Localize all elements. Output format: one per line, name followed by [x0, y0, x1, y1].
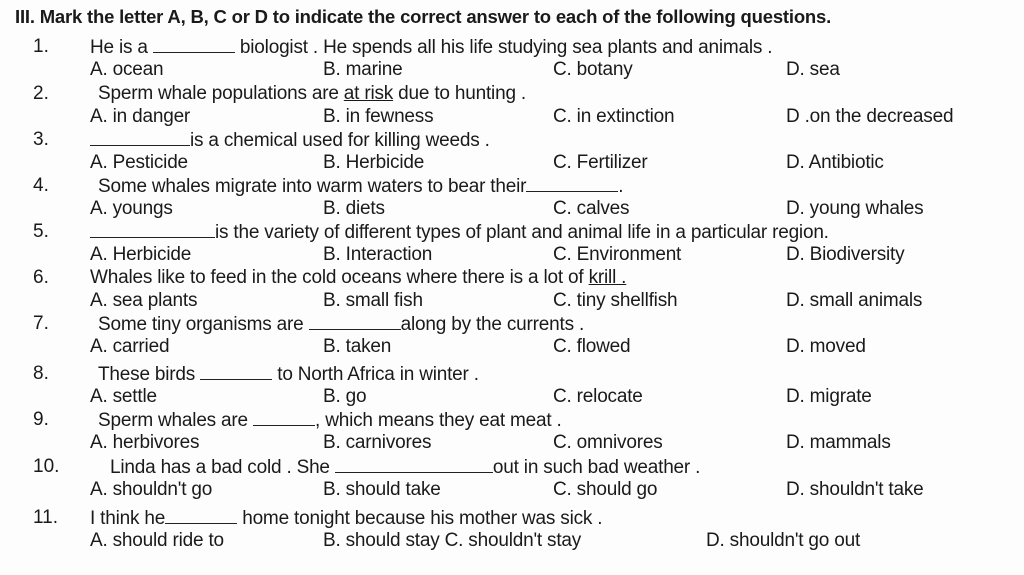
option-c: C. tiny shellfish: [553, 290, 678, 311]
answer-blank: [90, 222, 215, 238]
option-b: B. should stay C. shouldn't stay: [323, 530, 582, 551]
option-b: B. should take: [323, 479, 441, 500]
question-number: 3.: [33, 129, 49, 150]
option-b: B. diets: [323, 198, 385, 219]
question-6: [0, 268, 1024, 314]
option-a: A. ocean: [90, 59, 164, 80]
question-stem: I think he home tonight because his mother was sick .: [90, 508, 603, 529]
question-stem: Linda has a bad cold . She out in such bad weather .: [110, 457, 701, 478]
answer-blank: [165, 508, 237, 524]
option-b: B. carnivores: [323, 432, 432, 453]
answer-blank: [309, 314, 401, 330]
question-number: 9.: [33, 409, 49, 430]
question-number: 4.: [33, 175, 49, 196]
question-7: [0, 314, 1024, 360]
option-b: B. in fewness: [323, 106, 434, 127]
question-4: [0, 176, 1024, 222]
option-a: A. sea plants: [90, 290, 198, 311]
question-9: [0, 410, 1024, 456]
option-d: D. shouldn't take: [786, 479, 924, 500]
option-d: D. Antibiotic: [786, 152, 884, 173]
option-b: B. Interaction: [323, 244, 433, 265]
option-b: B. marine: [323, 59, 403, 80]
option-a: A. should ride to: [90, 530, 224, 551]
question-stem: is a chemical used for killing weeds .: [90, 130, 490, 150]
option-d: D. Biodiversity: [786, 244, 905, 265]
option-a: A. carried: [90, 336, 170, 357]
option-c: C. omnivores: [553, 432, 663, 453]
option-c: C. botany: [553, 59, 633, 80]
option-a: A. in danger: [90, 106, 191, 127]
option-a: A. settle: [90, 386, 157, 407]
question-number: 2.: [33, 83, 49, 104]
question-stem: Some tiny organisms are along by the currents .: [98, 314, 585, 335]
option-c: C. should go: [553, 479, 658, 500]
option-d: D. sea: [786, 59, 840, 80]
question-number: 7.: [33, 313, 49, 334]
option-a: A. shouldn't go: [90, 479, 213, 500]
option-c: C. Environment: [553, 244, 682, 265]
option-c: C. in extinction: [553, 106, 675, 127]
option-c: C. calves: [553, 198, 630, 219]
option-d: D. small animals: [786, 290, 923, 311]
option-d: D. shouldn't go out: [706, 530, 861, 551]
question-stem: These birds to North Africa in winter .: [98, 364, 479, 385]
option-d: D. moved: [786, 336, 866, 357]
option-a: A. herbivores: [90, 432, 200, 453]
option-c: C. flowed: [553, 336, 631, 357]
exercise-heading: III. Mark the letter A, B, C or D to indicate the correct answer to each of the following questions.: [15, 6, 832, 27]
option-d: D .on the decreased: [786, 106, 954, 127]
answer-blank: [90, 130, 190, 146]
question-10: [0, 457, 1024, 503]
answer-blank: [153, 37, 235, 53]
option-a: A. youngs: [90, 198, 173, 219]
underlined-phrase: at risk: [343, 83, 394, 104]
question-stem: Sperm whales are , which means they eat meat .: [98, 410, 562, 431]
question-number: 10.: [33, 456, 60, 477]
question-3: [0, 130, 1024, 176]
option-b: B. small fish: [323, 290, 423, 311]
question-stem: He is a biologist . He spends all his life studying sea plants and animals .: [90, 37, 773, 58]
option-c: C. Fertilizer: [553, 152, 648, 173]
question-number: 8.: [33, 363, 49, 384]
question-2: [0, 84, 1024, 130]
question-number: 1.: [33, 36, 49, 57]
question-11: [0, 508, 1024, 554]
answer-blank: [335, 457, 493, 473]
option-b: B. go: [323, 386, 367, 407]
question-stem: Whales like to feed in the cold oceans where there is a lot of krill .: [90, 267, 627, 288]
answer-blank: [526, 176, 618, 192]
question-number: 6.: [33, 267, 49, 288]
option-b: B. taken: [323, 336, 392, 357]
question-stem: Some whales migrate into warm waters to bear their .: [98, 176, 624, 197]
option-a: A. Pesticide: [90, 152, 188, 173]
option-d: D. migrate: [786, 386, 872, 407]
question-1: [0, 37, 1024, 83]
underlined-phrase: krill .: [588, 267, 627, 288]
option-d: D. mammals: [786, 432, 891, 453]
answer-blank: [253, 410, 315, 426]
option-c: C. relocate: [553, 386, 643, 407]
question-8: [0, 364, 1024, 410]
question-stem: is the variety of different types of plant and animal life in a particular region.: [90, 222, 829, 242]
answer-blank: [200, 364, 272, 380]
question-stem: Sperm whale populations are at risk due to hunting .: [98, 83, 526, 104]
option-a: A. Herbicide: [90, 244, 192, 265]
option-b: B. Herbicide: [323, 152, 425, 173]
option-d: D. young whales: [786, 198, 924, 219]
question-5: [0, 222, 1024, 268]
question-number: 5.: [33, 221, 49, 242]
question-number: 11.: [33, 507, 59, 528]
